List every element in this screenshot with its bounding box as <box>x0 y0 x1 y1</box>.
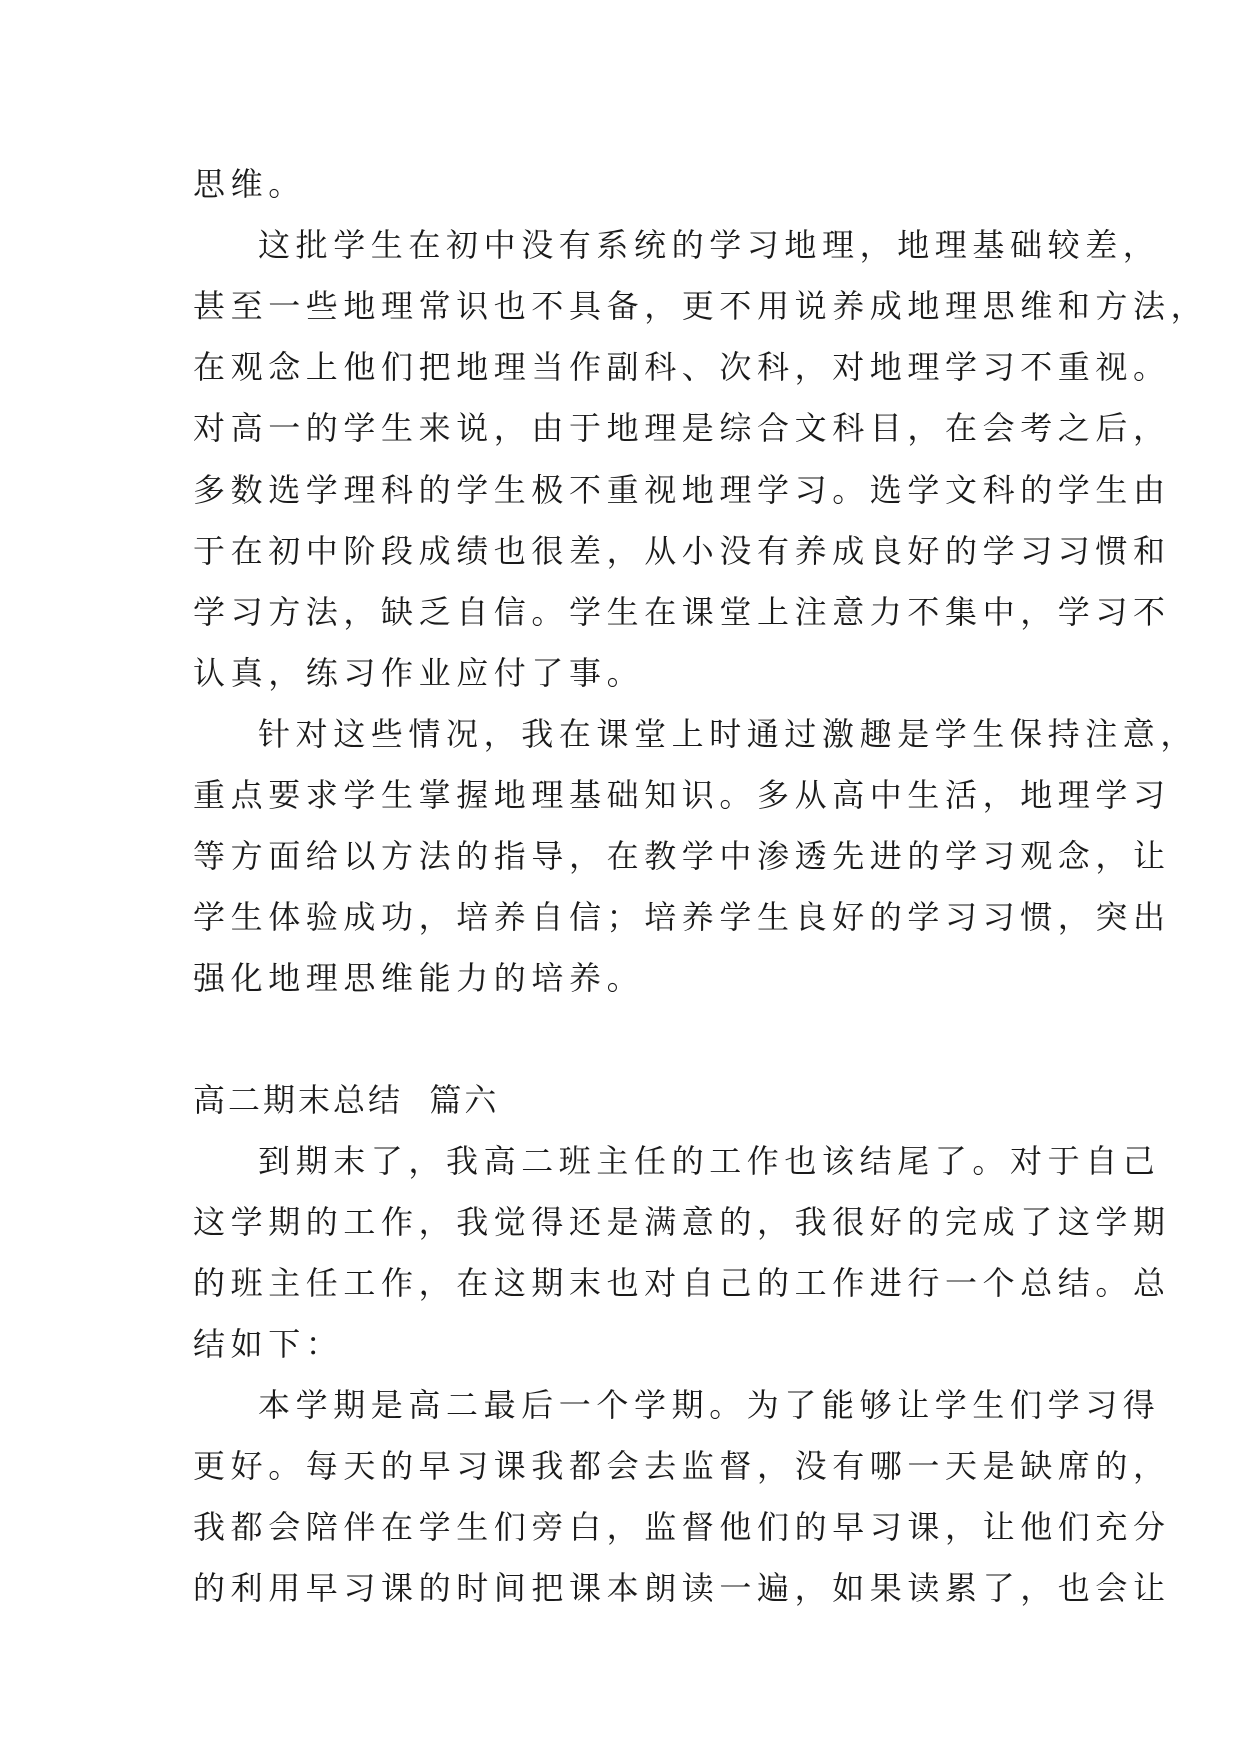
paragraph-start: 这批学生在初中没有系统的学习地理，地理基础较差， <box>258 226 1161 264</box>
text-line: 这学期的工作，我觉得还是满意的，我很好的完成了这学期 <box>193 1203 1171 1241</box>
text-line: 重点要求学生掌握地理基础知识。多从高中生活，地理学习 <box>193 776 1171 814</box>
text-line: 我都会陪伴在学生们旁白，监督他们的早习课，让他们充分 <box>193 1508 1171 1546</box>
text-line: 更好。每天的早习课我都会去监督，没有哪一天是缺席的， <box>193 1447 1171 1485</box>
text-line: 学生体验成功，培养自信；培养学生良好的学习习惯，突出 <box>193 898 1171 936</box>
text-line: 认真，练习作业应付了事。 <box>193 654 645 692</box>
paragraph-start: 到期末了，我高二班主任的工作也该结尾了。对于自己 <box>258 1142 1161 1180</box>
text-line: 的班主任工作，在这期末也对自己的工作进行一个总结。总 <box>193 1264 1171 1302</box>
text-line: 思维。 <box>193 165 306 203</box>
section-heading: 高二期末总结 篇六 <box>193 1081 500 1119</box>
text-line: 强化地理思维能力的培养。 <box>193 959 645 997</box>
text-line: 的利用早习课的时间把课本朗读一遍，如果读累了，也会让 <box>193 1569 1171 1607</box>
text-line: 甚至一些地理常识也不具备，更不用说养成地理思维和方法， <box>193 287 1209 325</box>
text-line: 在观念上他们把地理当作副科、次科，对地理学习不重视。 <box>193 348 1171 386</box>
text-line: 结如下： <box>193 1325 344 1363</box>
text-line: 学习方法，缺乏自信。学生在课堂上注意力不集中，学习不 <box>193 593 1171 631</box>
paragraph-start: 本学期是高二最后一个学期。为了能够让学生们学习得 <box>258 1386 1161 1424</box>
text-line: 于在初中阶段成绩也很差，从小没有养成良好的学习习惯和 <box>193 532 1171 570</box>
paragraph-start: 针对这些情况，我在课堂上时通过激趣是学生保持注意， <box>258 715 1199 753</box>
text-line: 多数选学理科的学生极不重视地理学习。选学文科的学生由 <box>193 471 1171 509</box>
text-line: 等方面给以方法的指导，在教学中渗透先进的学习观念，让 <box>193 837 1171 875</box>
text-line: 对高一的学生来说，由于地理是综合文科目，在会考之后， <box>193 409 1171 447</box>
